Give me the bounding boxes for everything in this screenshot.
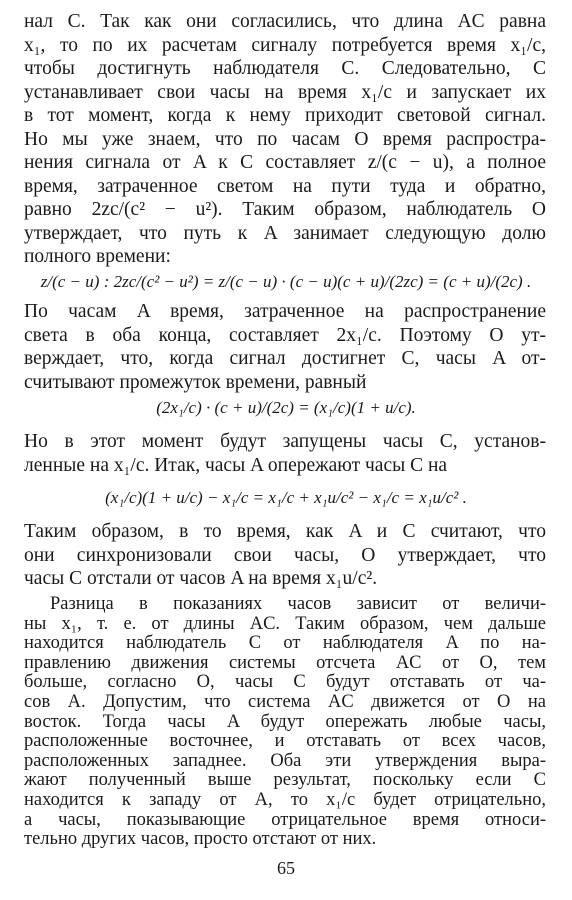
text-line: ленные на x₁/c. Итак, часы A опережают часы C на: [24, 454, 448, 476]
text-line: Но в этот момент будут запущены часы C, установ-: [24, 431, 546, 452]
text-line: а часы, показывающие отрицательное время относи-: [24, 809, 546, 830]
text-line: верждает, что, когда сигнал достигнет C, часы A от-: [24, 348, 546, 369]
text-line: расположенные восточнее, и отставать от всех часов,: [24, 731, 546, 752]
equation: (2x₁/c) · (c + u)/(2c) = (x₁/c)(1 + u/c).: [156, 398, 416, 417]
text-line: сов A. Допустим, что система AC движется от O на: [24, 692, 546, 712]
equation: (x₁/c)(1 + u/c) − x₁/c = x₁/c + x₁u/c² − x₁/c = x₁u/c² .: [105, 488, 467, 507]
text-line: x₁, то по их расчетам сигналу потребуется время x₁/c,: [24, 34, 546, 56]
text-line: находится наблюдатель C от наблюдателя A по на-: [24, 633, 546, 654]
text-line: Таким образом, в то время, как A и C считают, что: [24, 521, 546, 542]
text-line: нал C. Так как они согласились, что длина AC равна: [24, 11, 546, 32]
text-line: Но мы уже знаем, что по часам O время распростра-: [24, 128, 546, 150]
equation: z/(c − u) : 2zc/(c² − u²) = z/(c − u) · (c − u)(c + u)/(2zc) = (c + u)/(2c) .: [40, 272, 532, 291]
text-line: нения сигнала от A к C составляет z/(c − u), а полное: [24, 152, 546, 173]
text-line: полного времени:: [24, 246, 171, 267]
text-line: По часам A время, затраченное на распространение: [24, 301, 546, 322]
text-line: больше, согласно O, часы C будут отставать от ча-: [24, 672, 546, 693]
text-line: тельно других часов, просто отстают от них.: [24, 829, 377, 850]
text-line: восток. Тогда часы A будут опережать любые часы,: [24, 711, 546, 732]
text-line: считывают промежуток времени, равный: [24, 371, 367, 393]
text-line: чтобы достигнуть наблюдателя C. Следовательно, C: [24, 58, 546, 79]
text-line: в тот момент, когда к нему приходит световой сигнал.: [24, 105, 546, 126]
text-line: они синхронизовали свои часы, O утверждает, что: [24, 544, 546, 566]
text-line: находится к западу от A, то x₁/c будет отрицательно,: [24, 790, 546, 810]
text-line: равно 2zc/(c² − u²). Таким образом, наблюдатель O: [24, 199, 546, 220]
text-line: правлению движения системы отсчета AC от O, тем: [24, 652, 546, 673]
text-line: расположенных западнее. Оба эти утверждения выра-: [24, 750, 546, 771]
text-line: жают полученный выше результат, поскольку если C: [24, 770, 546, 791]
page-number: 65: [277, 858, 295, 878]
text-line: часы C отстали от часов A на время x₁u/c².: [24, 568, 378, 589]
text-line: света в оба конца, составляет 2x₁/c. Поэтому O ут-: [24, 324, 546, 346]
text-line: Разница в показаниях часов зависит от величи-: [50, 594, 546, 614]
text-line: время, затраченное светом на пути туда и обратно,: [24, 175, 546, 197]
text-line: ны x₁, т. е. от длины AC. Таким образом, чем дальше: [24, 613, 546, 634]
text-line: устанавливает свои часы на время x₁/c и запускает их: [24, 81, 546, 103]
text-line: утверждает, что путь к A занимает следующую долю: [24, 222, 546, 244]
